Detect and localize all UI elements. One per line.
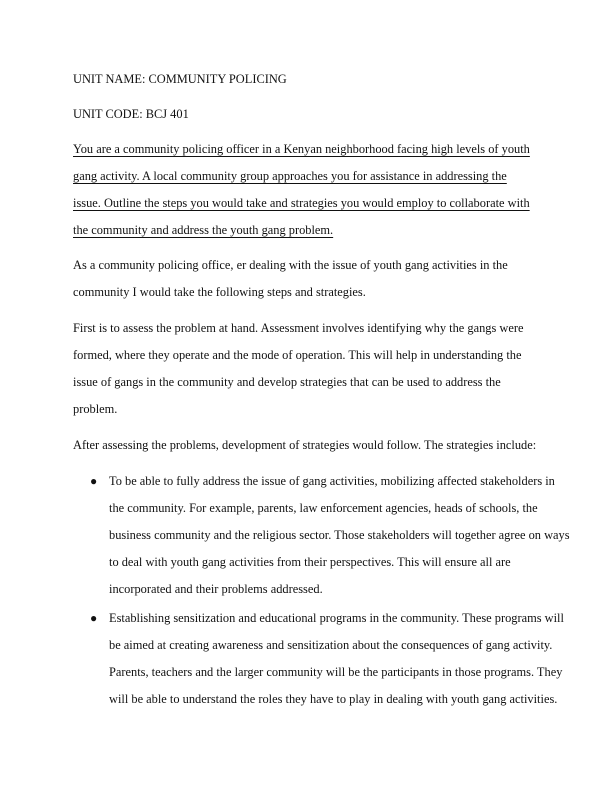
list-item [73,605,571,713]
intro-paragraph: As a community policing office, er dealing with the issue of youth gang activities in the community I would take the following steps and strategies. [73,258,508,299]
list-item-text: To be able to fully address the issue of gang activities, mobilizing affected stakeholders in the community. For example, parents, law enforcement agencies, heads of schools, the business community and the religious sector. Those stakeholders will together agree on ways to deal with youth gang activities from their perspectives. This will ensure all are incorporated and their problems addressed. [109,474,570,596]
list-item [73,468,571,603]
bullet-icon: ● [90,611,98,625]
strategies-intro-paragraph: After assessing the problems, development of strategies would follow. The strategies include: [73,438,537,452]
assignment-prompt: You are a community policing officer in a Kenyan neighborhood facing high levels of youth gang activity. A local community group approaches you for assistance in addressing the issue. Outline the steps you would take and strategies you would employ to collaborate with the community and address the youth gang problem. [73,142,530,237]
assessment-paragraph: First is to assess the problem at hand. Assessment involves identifying why the gangs were formed, where they operate and the mode of operation. This will help in understanding the issue of gangs in the community and develop strategies that can be used to address the problem. [73,321,524,416]
unit-code-heading: UNIT CODE: BCJ 401 [73,107,189,121]
document-body [73,66,570,715]
strategies-list [73,468,570,713]
list-item-text: Establishing sensitization and educational programs in the community. These programs will be aimed at creating awareness and sensitization about the consequences of gang activity. Parents, teachers and the larger community will be the participants in those programs. They will be able to understand the roles they have to play in dealing with youth gang activities. [109,611,564,706]
bullet-icon: ● [90,474,98,488]
unit-name-heading: UNIT NAME: COMMUNITY POLICING [73,72,287,86]
